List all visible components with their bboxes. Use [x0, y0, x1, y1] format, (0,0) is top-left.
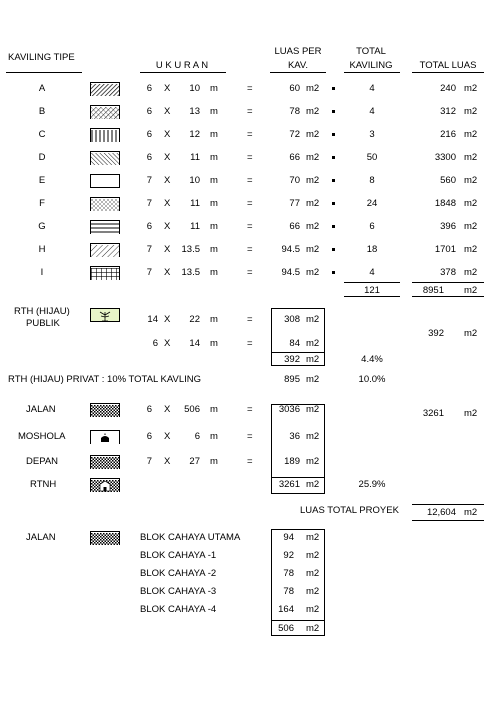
kaviling-tipe: B — [38, 106, 46, 117]
rtnh-side-total: 3261 — [422, 408, 444, 419]
dim-width: 6 — [146, 221, 152, 232]
luas-unit: m2 — [306, 244, 320, 255]
blok-unit: m2 — [306, 532, 320, 543]
rtnh-side-unit: m2 — [464, 408, 478, 419]
luas-total-label: LUAS TOTAL PROYEK — [300, 505, 399, 516]
luas-per-kav: 72 — [289, 129, 300, 140]
total-luas: 1701 — [434, 244, 456, 255]
header-underline — [270, 72, 326, 73]
rth-subtotal-unit: m2 — [306, 354, 320, 365]
dim-width: 6 — [146, 83, 152, 94]
dim-length: 27 — [189, 456, 200, 467]
bullet-marker — [332, 271, 335, 274]
luas-unit: m2 — [306, 129, 320, 140]
checker-pattern-icon — [90, 531, 120, 545]
blok-luas: 164 — [278, 604, 294, 615]
total-luas: 240 — [440, 83, 456, 94]
equals-sign: = — [247, 431, 253, 442]
pattern-crosshatch-icon — [90, 105, 120, 119]
kaviling-tipe: H — [38, 244, 46, 255]
kaviling-tipe: I — [40, 267, 44, 278]
rtnh-total-line — [271, 477, 325, 478]
total-kaviling: 4 — [369, 83, 375, 94]
dim-length: 506 — [184, 404, 200, 415]
kaviling-tipe: F — [39, 198, 45, 209]
luas-per-kav: 66 — [289, 152, 300, 163]
header-underline — [344, 72, 400, 73]
dim-x: X — [164, 221, 171, 232]
dim-x: X — [164, 404, 171, 415]
luas-unit: m2 — [306, 198, 320, 209]
luas-unit: m2 — [306, 221, 320, 232]
rth-m2-2: m2 — [306, 338, 320, 349]
rtnh-luas: 36 — [289, 431, 300, 442]
rth-eq1: = — [247, 314, 253, 325]
blok-name: BLOK CAHAYA -1 — [140, 550, 217, 561]
dim-width: 6 — [146, 106, 152, 117]
equals-sign: = — [247, 152, 253, 163]
total-luas-unit: m2 — [464, 175, 478, 186]
rth-side-unit: m2 — [464, 328, 478, 339]
checker-pattern-icon — [90, 455, 120, 469]
equals-sign: = — [247, 198, 253, 209]
dim-width: 7 — [146, 175, 152, 186]
dim-width: 6 — [146, 152, 152, 163]
total-kaviling: 50 — [366, 152, 378, 163]
rth-eq2: = — [247, 338, 253, 349]
header-total: TOTAL — [356, 46, 386, 57]
total-luas: 3300 — [434, 152, 456, 163]
jalan-blok-total-unit: m2 — [306, 623, 320, 634]
luas-total-value: 12,604 — [426, 507, 456, 518]
pattern-diag-dense-icon — [90, 82, 120, 96]
rth-unit1: m — [210, 314, 218, 325]
luas-unit: m2 — [306, 83, 320, 94]
blok-name: BLOK CAHAYA -2 — [140, 568, 217, 579]
dim-unit: m — [210, 106, 218, 117]
dim-unit: m — [210, 431, 218, 442]
luas-total-line — [412, 504, 484, 505]
rth-luas2: 84 — [289, 338, 300, 349]
header-kav: KAV. — [287, 60, 309, 71]
dim-width: 7 — [146, 198, 152, 209]
kaviling-tipe: D — [38, 152, 46, 163]
header-ukuran: U K U R A N — [155, 60, 209, 71]
blok-luas: 92 — [283, 550, 294, 561]
rth-luas1: 308 — [284, 314, 300, 325]
equals-sign: = — [247, 129, 253, 140]
rth-subtotal: 392 — [284, 354, 300, 365]
dim-unit: m — [210, 152, 218, 163]
total-luas-unit: m2 — [464, 83, 478, 94]
total-luas: 378 — [440, 267, 456, 278]
dim-x: X — [164, 456, 171, 467]
rth-x2: X — [164, 338, 171, 349]
rth-privat-luas: 895 — [284, 374, 300, 385]
dim-x: X — [164, 244, 171, 255]
equals-sign: = — [247, 267, 253, 278]
dim-unit: m — [210, 129, 218, 140]
bullet-marker — [332, 133, 335, 136]
header-underline — [412, 72, 484, 73]
dim-length: 13.5 — [181, 244, 200, 255]
dim-x: X — [164, 431, 171, 442]
blok-name: BLOK CAHAYA -4 — [140, 604, 217, 615]
luas-per-kav: 66 — [289, 221, 300, 232]
dim-length: 11 — [190, 152, 200, 163]
rth-privat-percent: 10.0% — [358, 374, 386, 385]
luas-per-kav: 77 — [289, 198, 300, 209]
rtnh-percent: 25.9% — [358, 479, 386, 490]
total-kaviling: 6 — [369, 221, 375, 232]
total-luas: 560 — [440, 175, 456, 186]
total-luas-unit: m2 — [464, 129, 478, 140]
pattern-diag-back-icon — [90, 151, 120, 165]
total-luas-unit: m2 — [464, 106, 478, 117]
blok-name: BLOK CAHAYA UTAMA — [140, 532, 241, 543]
rtnh-total: 3261 — [278, 479, 300, 490]
rtnh-luas-unit: m2 — [306, 404, 320, 415]
house-icon — [90, 478, 120, 492]
dim-unit: m — [210, 198, 218, 209]
bullet-marker — [332, 156, 335, 159]
rth-x1: X — [164, 314, 171, 325]
kaviling-tipe: E — [38, 175, 46, 186]
rtnh-luas-unit: m2 — [306, 431, 320, 442]
total-luas-unit: m2 — [464, 152, 478, 163]
pattern-diag-light-icon — [90, 243, 120, 257]
dim-width: 6 — [146, 129, 152, 140]
total-luas-sum: 8951 — [422, 285, 444, 296]
dim-x: X — [164, 129, 171, 140]
dim-length: 11 — [190, 221, 200, 232]
dim-unit: m — [210, 244, 218, 255]
luas-per-kav: 94.5 — [281, 244, 300, 255]
equals-sign: = — [247, 175, 253, 186]
rtnh-item-label: JALAN — [26, 404, 56, 415]
luas-unit: m2 — [306, 267, 320, 278]
rtnh-luas: 3036 — [278, 404, 300, 415]
dim-x: X — [164, 83, 171, 94]
kaviling-tipe: A — [38, 83, 46, 94]
total-kaviling-sum: 121 — [364, 285, 380, 296]
rth-publik-label-1: RTH (HIJAU) — [14, 306, 70, 317]
dim-width: 7 — [146, 267, 152, 278]
equals-sign: = — [247, 456, 253, 467]
equals-sign: = — [247, 404, 253, 415]
total-line — [344, 282, 400, 283]
rth-l1: 22 — [189, 314, 200, 325]
total-luas-unit: m2 — [464, 267, 478, 278]
blok-unit: m2 — [306, 586, 320, 597]
blok-unit: m2 — [306, 550, 320, 561]
total-line — [412, 282, 484, 283]
mosque-icon — [90, 430, 120, 444]
dim-unit: m — [210, 267, 218, 278]
dim-x: X — [164, 175, 171, 186]
total-line — [412, 296, 484, 297]
dim-width: 7 — [146, 244, 152, 255]
total-luas: 312 — [440, 106, 456, 117]
luas-unit: m2 — [306, 152, 320, 163]
total-luas-unit: m2 — [464, 285, 478, 296]
total-luas-unit: m2 — [464, 198, 478, 209]
dim-length: 6 — [194, 431, 200, 442]
blok-unit: m2 — [306, 568, 320, 579]
dim-length: 12 — [189, 129, 200, 140]
total-kaviling: 4 — [369, 106, 375, 117]
pattern-dots-icon — [90, 197, 120, 211]
blok-unit: m2 — [306, 604, 320, 615]
jalan-blok-label: JALAN — [26, 532, 56, 543]
equals-sign: = — [247, 106, 253, 117]
total-line — [344, 296, 400, 297]
dim-length: 13 — [189, 106, 200, 117]
equals-sign: = — [247, 221, 253, 232]
rth-publik-label-2: PUBLIK — [26, 318, 60, 329]
tree-icon — [90, 308, 120, 322]
rtnh-luas: 189 — [284, 456, 300, 467]
dim-length: 10 — [189, 83, 200, 94]
pattern-empty-icon — [90, 174, 120, 188]
dim-length: 11 — [190, 198, 200, 209]
total-luas: 216 — [440, 129, 456, 140]
rtnh-total-unit: m2 — [306, 479, 320, 490]
dim-x: X — [164, 198, 171, 209]
total-kaviling: 3 — [369, 129, 375, 140]
luas-unit: m2 — [306, 106, 320, 117]
total-kaviling: 8 — [369, 175, 375, 186]
rth-publik-percent: 4.4% — [361, 354, 383, 365]
blok-luas: 78 — [283, 568, 294, 579]
pattern-grid-icon — [90, 266, 120, 280]
bullet-marker — [332, 87, 335, 90]
header-kaviling: KAVILING — [349, 60, 393, 71]
luas-per-kav: 78 — [289, 106, 300, 117]
equals-sign: = — [247, 244, 253, 255]
dim-unit: m — [210, 175, 218, 186]
blok-luas: 94 — [283, 532, 294, 543]
kaviling-tipe: C — [38, 129, 46, 140]
header-underline — [140, 72, 226, 73]
bullet-marker — [332, 248, 335, 251]
rth-unit2: m — [210, 338, 218, 349]
blok-name: BLOK CAHAYA -3 — [140, 586, 217, 597]
total-kaviling: 4 — [369, 267, 375, 278]
jalan-blok-total-line — [271, 620, 325, 621]
dim-width: 6 — [146, 404, 152, 415]
luas-per-kav: 60 — [289, 83, 300, 94]
rtnh-label: RTNH — [30, 479, 57, 490]
rth-side-total: 392 — [428, 328, 444, 339]
luas-per-kav: 70 — [289, 175, 300, 186]
total-luas-unit: m2 — [464, 244, 478, 255]
header-underline — [6, 72, 82, 73]
dim-length: 13.5 — [181, 267, 200, 278]
dim-x: X — [164, 267, 171, 278]
header-luas-per: LUAS PER — [274, 46, 322, 57]
rtnh-item-label: MOSHOLA — [18, 431, 66, 442]
rth-w2: 6 — [152, 338, 158, 349]
bullet-marker — [332, 225, 335, 228]
header-kaveling-tipe: KAVILING TIPE — [8, 52, 75, 63]
equals-sign: = — [247, 83, 253, 94]
total-luas: 1848 — [434, 198, 456, 209]
pattern-horizontal-icon — [90, 220, 120, 234]
dim-unit: m — [210, 456, 218, 467]
rth-privat-label: RTH (HIJAU) PRIVAT : 10% TOTAL KAVLING — [8, 374, 202, 385]
rth-subtotal-line — [271, 352, 325, 353]
dim-width: 7 — [146, 456, 152, 467]
total-kaviling: 18 — [366, 244, 378, 255]
dim-x: X — [164, 152, 171, 163]
header-total-luas: TOTAL LUAS — [419, 60, 477, 71]
total-luas: 396 — [440, 221, 456, 232]
rth-m2-1: m2 — [306, 314, 320, 325]
rth-l2: 14 — [189, 338, 200, 349]
total-kaviling: 24 — [366, 198, 378, 209]
rth-privat-m2: m2 — [306, 374, 320, 385]
bullet-marker — [332, 179, 335, 182]
luas-per-kav: 94.5 — [281, 267, 300, 278]
bullet-marker — [332, 110, 335, 113]
dim-x: X — [164, 106, 171, 117]
dim-unit: m — [210, 221, 218, 232]
dim-unit: m — [210, 404, 218, 415]
rth-w1: 14 — [147, 314, 158, 325]
blok-luas: 78 — [283, 586, 294, 597]
jalan-blok-total: 506 — [278, 623, 294, 634]
dim-unit: m — [210, 83, 218, 94]
checker-pattern-icon — [90, 403, 120, 417]
rtnh-item-label: DEPAN — [26, 456, 59, 467]
dim-length: 10 — [189, 175, 200, 186]
luas-unit: m2 — [306, 175, 320, 186]
pattern-vertical-icon — [90, 128, 120, 142]
bullet-marker — [332, 202, 335, 205]
total-luas-unit: m2 — [464, 221, 478, 232]
kaviling-tipe: G — [38, 221, 46, 232]
rtnh-luas-unit: m2 — [306, 456, 320, 467]
dim-width: 6 — [146, 431, 152, 442]
luas-total-line — [412, 520, 484, 521]
luas-total-unit: m2 — [464, 507, 478, 518]
